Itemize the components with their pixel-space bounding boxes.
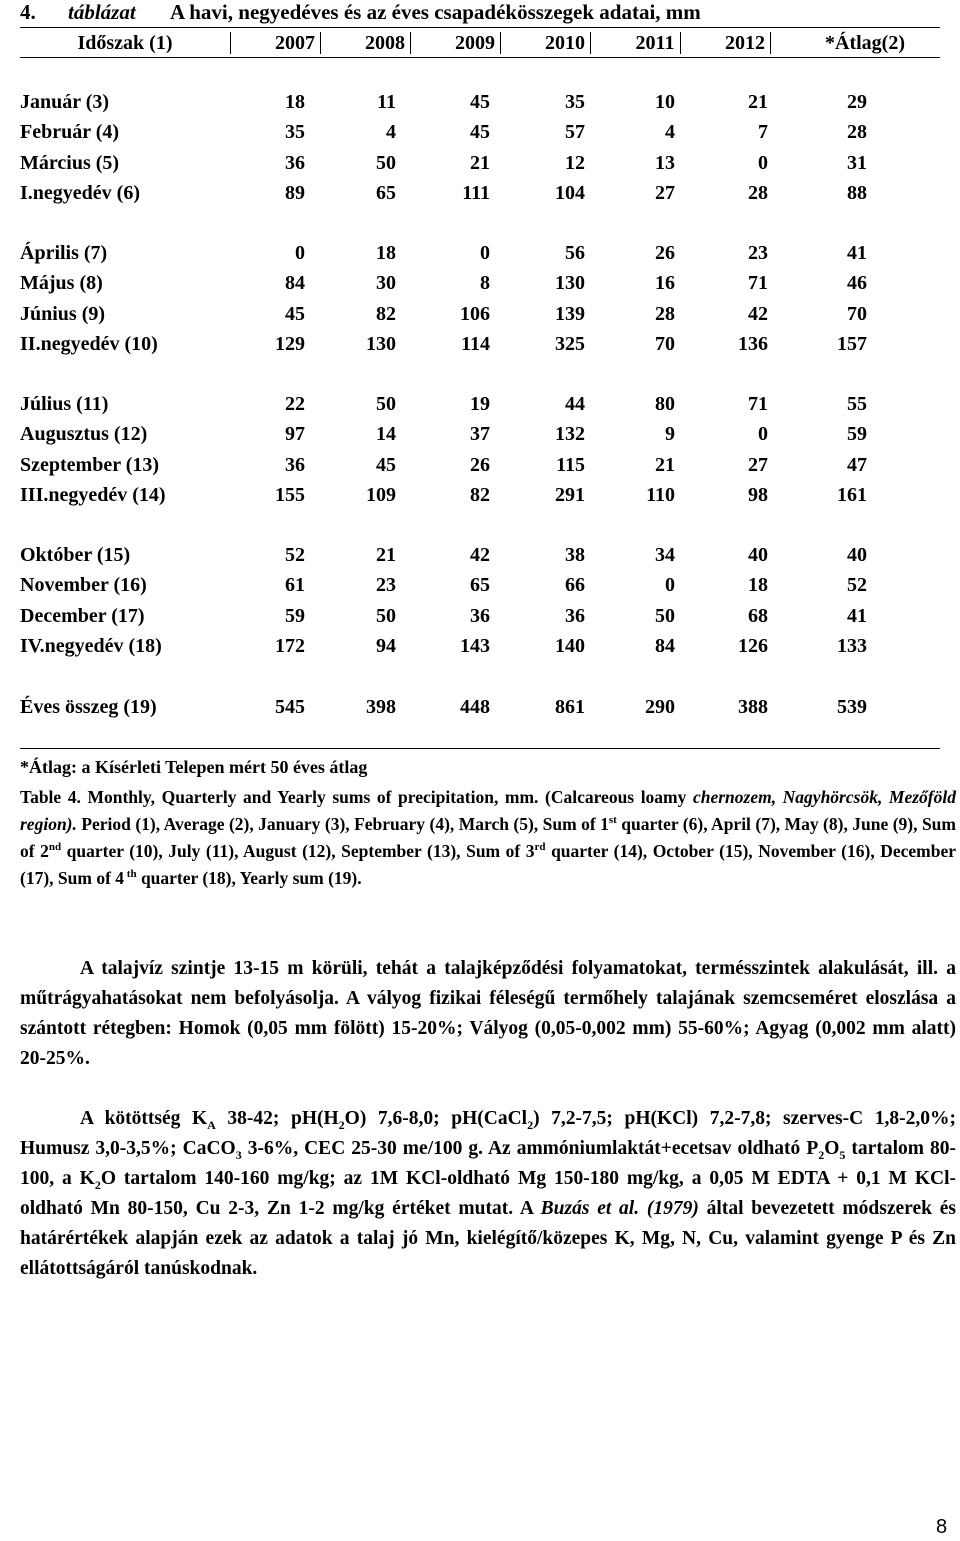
table-cell: 84 xyxy=(285,272,305,295)
table-cell: 12 xyxy=(565,151,585,174)
table-cell: 55 xyxy=(847,393,867,415)
table-cell: 34 xyxy=(655,544,675,566)
row-label: December (17) xyxy=(20,604,145,627)
row-label: I.negyedév (6) xyxy=(20,181,140,204)
table-row xyxy=(20,331,940,357)
header-separator xyxy=(410,32,411,54)
table-cell: 27 xyxy=(655,181,675,204)
header-separator xyxy=(320,32,321,54)
ordinal-suffix: th xyxy=(124,868,137,881)
table-cell: 139 xyxy=(555,302,585,325)
table-cell: 88 xyxy=(847,181,867,204)
table-cell: 23 xyxy=(748,242,768,264)
table-header-row xyxy=(20,29,940,57)
para-text: tartalom 80-100, a K xyxy=(20,1138,956,1189)
subscript: 2 xyxy=(338,1117,345,1132)
table-cell: 18 xyxy=(748,574,768,597)
english-caption-text: quarter (14), October (15), November (16), December (17), Sum of 4 xyxy=(20,841,957,888)
table-cell: 84 xyxy=(655,634,675,657)
table-cell: 56 xyxy=(565,242,585,264)
english-caption-italic: chernozem, Nagyhörcsök, Mezőföld region). xyxy=(20,787,956,834)
row-label: November (16) xyxy=(20,574,147,597)
row-label: Június (9) xyxy=(20,302,106,325)
subscript: 2 xyxy=(818,1147,825,1162)
table-cell: 71 xyxy=(748,393,768,415)
subscript: 2 xyxy=(94,1177,101,1192)
table-cell: 545 xyxy=(275,696,305,718)
table-cell: 161 xyxy=(837,483,867,506)
table-cell: 40 xyxy=(847,544,867,566)
table-cell: 52 xyxy=(285,544,305,566)
subscript: A xyxy=(207,1117,216,1132)
para-text: O xyxy=(824,1138,840,1159)
table-cell: 4 xyxy=(665,121,675,144)
table-cell: 21 xyxy=(376,544,396,566)
table-cell: 71 xyxy=(748,272,768,295)
row-label: Március (5) xyxy=(20,151,120,174)
row-label: Április (7) xyxy=(20,242,108,264)
header-column: 2010 xyxy=(545,32,585,54)
table-cell: 46 xyxy=(847,272,867,295)
table-cell: 115 xyxy=(556,453,585,476)
table-cell: 61 xyxy=(285,574,305,597)
table-cell: 4 xyxy=(386,121,396,144)
table-cell: 45 xyxy=(470,121,490,144)
para-text: 3-6%, CEC 25-30 me/100 g. Az ammóniumlaktát+ecetsav oldható P xyxy=(241,1138,819,1159)
table-cell: 18 xyxy=(376,242,396,264)
table-cell: 448 xyxy=(460,696,490,718)
para-text: 38-42; pH(H xyxy=(215,1108,339,1129)
header-separator xyxy=(590,32,591,54)
english-caption-text: Period (1), Average (2), January (3), February (4), March (5), Sum of 1 xyxy=(76,814,609,834)
row-label: Éves összeg (19) xyxy=(20,696,157,718)
table-footnote: *Átlag: a Kísérleti Telepen mért 50 éves átlag xyxy=(20,757,368,777)
table-caption-number: 4. xyxy=(20,0,36,24)
table-cell: 0 xyxy=(758,423,768,446)
english-caption-text: quarter (10), July (11), August (12), September (13), Sum of 3 xyxy=(61,841,535,861)
table-cell: 8 xyxy=(480,272,490,295)
table-cell: 0 xyxy=(295,242,305,264)
table-cell: 388 xyxy=(738,696,768,718)
table-cell: 114 xyxy=(461,332,490,355)
subscript: 2 xyxy=(527,1117,534,1132)
table-cell: 28 xyxy=(748,181,768,204)
table-cell: 16 xyxy=(655,272,675,295)
table-top-rule xyxy=(20,27,940,28)
table-cell: 36 xyxy=(565,604,585,627)
row-label: Február (4) xyxy=(20,121,120,144)
table-cell: 45 xyxy=(376,453,396,476)
header-separator xyxy=(230,32,231,54)
para-text: O tartalom 140-160 mg/kg; az 1M KCl-oldható Mg 150-180 mg/kg, a 0,05 M EDTA + 0,1 M KCl-oldható Mn 80-150, Cu 2-3, Zn 1-2 mg/kg értéket mutat. A xyxy=(20,1168,957,1219)
table-cell: 59 xyxy=(847,423,867,446)
table-bottom-rule xyxy=(20,748,940,749)
table-cell: 325 xyxy=(555,332,585,355)
table-cell: 36 xyxy=(470,604,490,627)
table-cell: 70 xyxy=(847,302,867,325)
table-row xyxy=(20,240,940,266)
table-cell: 21 xyxy=(470,151,490,174)
table-cell: 37 xyxy=(470,423,490,446)
table-cell: 0 xyxy=(665,574,675,597)
table-row xyxy=(20,482,940,508)
row-label: II.negyedév (10) xyxy=(20,332,158,355)
table-cell: 50 xyxy=(376,393,396,415)
table-cell: 290 xyxy=(645,696,675,718)
table-header-rule xyxy=(20,57,940,58)
table-cell: 68 xyxy=(748,604,768,627)
table-cell: 9 xyxy=(665,423,675,446)
table-cell: 7 xyxy=(758,121,768,144)
table-cell: 109 xyxy=(366,483,396,506)
table-cell: 136 xyxy=(738,332,768,355)
header-separator xyxy=(500,32,501,54)
table-cell: 80 xyxy=(655,393,675,415)
table-cell: 143 xyxy=(460,634,490,657)
table-cell: 98 xyxy=(748,483,768,506)
table-cell: 82 xyxy=(376,302,396,325)
table-cell: 861 xyxy=(555,696,585,718)
subscript: 3 xyxy=(235,1147,242,1162)
row-label: Szeptember (13) xyxy=(20,453,160,476)
header-separator xyxy=(770,32,771,54)
table-row xyxy=(20,119,940,145)
table-cell: 36 xyxy=(285,453,305,476)
table-cell: 110 xyxy=(646,483,675,506)
table-cell: 94 xyxy=(376,634,396,657)
table-cell: 42 xyxy=(748,302,768,325)
ordinal-suffix: st xyxy=(608,814,617,827)
table-cell: 38 xyxy=(565,544,585,566)
table-cell: 26 xyxy=(470,453,490,476)
row-label: Augusztus (12) xyxy=(20,423,148,446)
table-cell: 155 xyxy=(275,483,305,506)
para-text: által bevezetett módszerek és határértékek alapján ezek az adatok a talaj jó Mn, kielégítő/közepes K, Mg, N, Cu, valamint gyenge P és Zn ellátottságáról tanúskodnak. xyxy=(20,1198,956,1279)
table-cell: 19 xyxy=(470,393,490,415)
table-cell: 65 xyxy=(470,574,490,597)
table-cell: 47 xyxy=(847,453,867,476)
table-cell: 45 xyxy=(470,91,490,113)
table-cell: 130 xyxy=(555,272,585,295)
english-caption-text: quarter (6), April (7), May (8), June (9), Sum of 2 xyxy=(20,814,956,861)
table-caption xyxy=(20,0,940,26)
table-caption-label: táblázat xyxy=(68,0,136,24)
para-text: O) 7,6-8,0; pH(CaCl xyxy=(344,1108,528,1129)
table-cell: 140 xyxy=(555,634,585,657)
table-row xyxy=(20,150,940,176)
ordinal-suffix: rd xyxy=(534,841,546,854)
table-cell: 0 xyxy=(758,151,768,174)
table-row xyxy=(20,694,940,720)
table-cell: 22 xyxy=(285,393,305,415)
header-column: *Átlag(2) xyxy=(825,32,905,54)
para-text: A kötöttség K xyxy=(80,1108,208,1129)
table-cell: 35 xyxy=(565,91,585,113)
table-cell: 133 xyxy=(837,634,867,657)
table-cell: 21 xyxy=(655,453,675,476)
table-cell: 59 xyxy=(285,604,305,627)
table-cell: 10 xyxy=(655,91,675,113)
table-row xyxy=(20,633,940,659)
table-cell: 29 xyxy=(847,91,867,113)
table-cell: 23 xyxy=(376,574,396,597)
table-row xyxy=(20,421,940,447)
header-column: 2008 xyxy=(365,32,405,54)
table-cell: 50 xyxy=(655,604,675,627)
table-cell: 41 xyxy=(847,242,867,264)
header-period: Időszak (1) xyxy=(77,32,173,54)
table-cell: 82 xyxy=(470,483,490,506)
table-cell: 104 xyxy=(555,181,585,204)
page-number: 8 xyxy=(936,1516,948,1538)
table-cell: 31 xyxy=(847,151,867,174)
row-label: Május (8) xyxy=(20,272,103,295)
body-paragraph-2 xyxy=(20,1104,956,1284)
table-cell: 44 xyxy=(565,393,585,415)
table-cell: 89 xyxy=(285,181,305,204)
table-cell: 30 xyxy=(376,272,396,295)
table-cell: 42 xyxy=(470,544,490,566)
table-cell: 21 xyxy=(748,91,768,113)
table-cell: 40 xyxy=(748,544,768,566)
table-cell: 28 xyxy=(655,302,675,325)
table-cell: 291 xyxy=(555,483,585,506)
table-cell: 26 xyxy=(655,242,675,264)
header-separator xyxy=(680,32,681,54)
table-row xyxy=(20,452,940,478)
table-cell: 18 xyxy=(285,91,305,113)
row-label: Október (15) xyxy=(20,544,131,566)
row-label: III.negyedév (14) xyxy=(20,483,166,506)
table-caption-title: A havi, negyedéves és az éves csapadékösszegek adatai, mm xyxy=(170,0,701,24)
header-column: 2009 xyxy=(455,32,495,54)
table-cell: 70 xyxy=(655,332,675,355)
table-cell: 11 xyxy=(377,91,396,113)
table-row xyxy=(20,572,940,598)
table-cell: 106 xyxy=(460,302,490,325)
table-row xyxy=(20,270,940,296)
table-cell: 65 xyxy=(376,181,396,204)
table-cell: 14 xyxy=(376,423,396,446)
table-cell: 132 xyxy=(555,423,585,446)
table-cell: 36 xyxy=(285,151,305,174)
table-row xyxy=(20,391,940,417)
table-cell: 50 xyxy=(376,151,396,174)
table-cell: 130 xyxy=(366,332,396,355)
row-label: Július (11) xyxy=(20,393,109,415)
ordinal-suffix: nd xyxy=(48,841,62,854)
body-paragraph-1: A talajvíz szintje 13-15 m körüli, tehát a talajképződési folyamatokat, termésszintek alakulását, ill. a műtrágyahatásokat nem befolyásolja. A vályog fizikai féleségű termőhely talajának szemcseméret eloszlása a szántott rétegben: Homok (0,05 mm fölött) 15-20%; Vályog (0,05-0,002 mm) 55-60%; Agyag (0,002 mm alatt) 20-25%. xyxy=(20,958,956,1069)
row-label: Január (3) xyxy=(20,91,110,113)
table-cell: 66 xyxy=(565,574,585,597)
table-cell: 97 xyxy=(285,423,305,446)
header-column: 2011 xyxy=(635,32,675,54)
table-cell: 52 xyxy=(847,574,867,597)
table-cell: 50 xyxy=(376,604,396,627)
english-caption-text: quarter (18), Yearly sum (19). xyxy=(136,868,362,888)
table-cell: 129 xyxy=(275,332,305,355)
table-cell: 28 xyxy=(847,121,867,144)
table-cell: 0 xyxy=(480,242,490,264)
row-label: IV.negyedév (18) xyxy=(20,634,162,657)
table-cell: 172 xyxy=(275,634,305,657)
table-row xyxy=(20,89,940,115)
table-cell: 157 xyxy=(837,332,867,355)
table-row xyxy=(20,603,940,629)
table-cell: 27 xyxy=(748,453,768,476)
table-cell: 45 xyxy=(285,302,305,325)
table-cell: 126 xyxy=(738,634,768,657)
header-column: 2007 xyxy=(275,32,315,54)
table-row xyxy=(20,180,940,206)
table-cell: 35 xyxy=(285,121,305,144)
english-caption xyxy=(20,784,956,892)
table-row xyxy=(20,301,940,327)
table-cell: 41 xyxy=(847,604,867,627)
citation: Buzás et al. (1979) xyxy=(540,1198,699,1219)
table-cell: 398 xyxy=(366,696,396,718)
table-cell: 57 xyxy=(565,121,585,144)
table-cell: 539 xyxy=(837,696,867,718)
para-text: ) 7,2-7,5; pH(KCl) 7,2-7,8; szerves-C 1,8-2,0%; Humusz 3,0-3,5%; CaCO xyxy=(20,1108,956,1159)
header-column: 2012 xyxy=(725,32,765,54)
table-cell: 13 xyxy=(655,151,675,174)
subscript: 5 xyxy=(839,1147,846,1162)
table-cell: 111 xyxy=(462,181,490,204)
english-caption-lead: Table 4. Monthly, Quarterly and Yearly sums of precipitation, mm. (Calcareous loamy xyxy=(20,787,693,807)
table-row xyxy=(20,542,940,568)
